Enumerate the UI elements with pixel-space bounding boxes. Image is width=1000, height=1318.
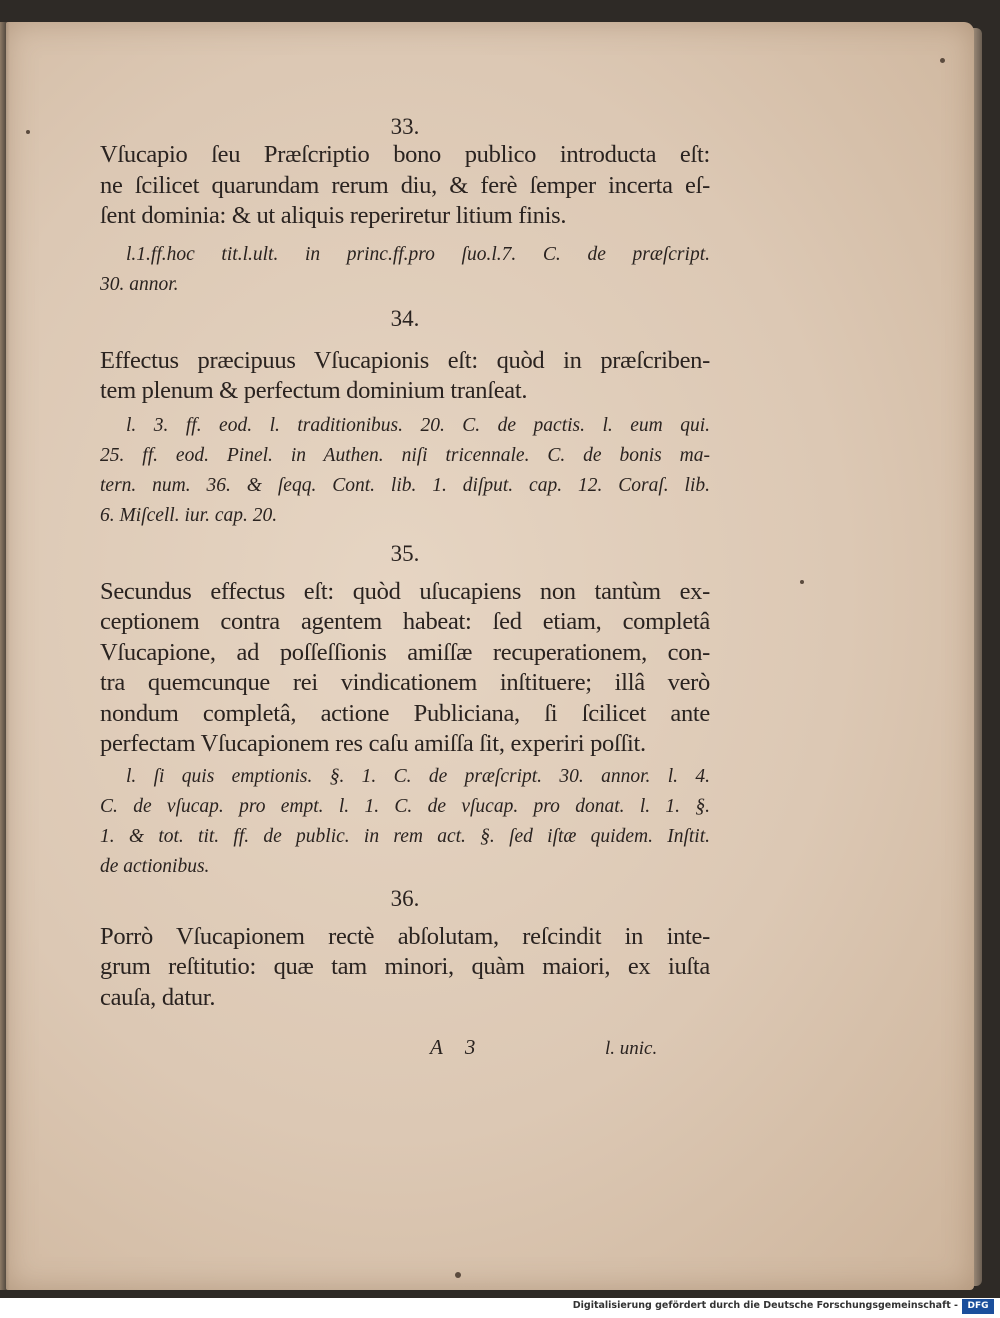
ink-spot — [455, 1272, 461, 1278]
section-references — [100, 240, 710, 300]
text-line: nondum completâ, actione Publiciana, ſi ſcilicet ante — [100, 699, 710, 727]
page-text — [100, 110, 710, 1013]
text-line: grum reſtitutio: quæ tam minori, quàm maiori, ex iuſta — [100, 953, 710, 980]
text-line: Secundus effectus eſt: quòd uſucapiens non tantùm ex- — [100, 577, 710, 605]
section-paragraph — [100, 140, 710, 232]
reference-line: tern. num. 36. & ſeqq. Cont. lib. 1. diſput. cap. 12. Coraſ. lib. — [100, 474, 710, 496]
section-number: 34. — [390, 305, 420, 331]
reference-line: de actionibus. — [100, 855, 210, 877]
text-line: tra quemcunque rei vindicationem inſtituere; illâ verò — [100, 669, 710, 696]
reference-line: C. de vſucap. pro empt. l. 1. C. de vſucap. pro donat. l. 1. §. — [100, 795, 710, 817]
text-line: Porrò Vſucapionem rectè abſolutam, reſcindit in inte- — [100, 922, 710, 950]
text-line: cauſa, datur. — [100, 983, 216, 1011]
reference-line: l.1.ff.hoc tit.l.ult. in princ.ff.pro ſuo.l.7. C. de præſcript. — [126, 243, 710, 265]
section-references — [100, 411, 710, 531]
section-number: 33. — [390, 114, 420, 139]
section-paragraph — [100, 922, 710, 1014]
book-spine-shadow — [0, 22, 10, 1290]
signature-number: 3 — [464, 1035, 476, 1059]
catchword: l. unic. — [605, 1038, 658, 1059]
section-number: 35. — [390, 540, 420, 566]
ink-spot — [26, 130, 30, 134]
reference-line: 1. & tot. tit. ff. de public. in rem act. §. ſed iſtæ quidem. Inſtit. — [100, 825, 710, 847]
reference-line: 30. annor. — [100, 273, 179, 295]
section-paragraph — [100, 346, 710, 407]
text-line: Effectus præcipuus Vſucapionis eſt: quòd in præſcriben- — [100, 346, 710, 374]
text-line: ſent dominia: & ut aliquis reperiretur litium finis. — [100, 202, 567, 229]
text-line: Vſucapio ſeu Præſcriptio bono publico introducta eſt: — [100, 141, 710, 168]
ink-spot — [940, 58, 945, 63]
section-number: 36. — [390, 885, 420, 911]
text-line: tem plenum & perfectum dominium tranſeat. — [100, 377, 528, 404]
credit-ribbon — [0, 1298, 1000, 1318]
dfg-logo: DFG — [962, 1299, 994, 1314]
section-references — [100, 762, 710, 882]
credit-text: Digitalisierung gefördert durch die Deutsche Forschungsgemeinschaft - — [572, 1300, 958, 1311]
reference-line: 25. ff. eod. Pinel. in Authen. niſi tricennale. C. de bonis ma- — [100, 444, 710, 466]
text-line: ceptionem contra agentem habeat: ſed etiam, completâ — [100, 608, 710, 635]
reference-line: l. 3. ff. eod. l. traditionibus. 20. C. de pactis. l. eum qui. — [126, 414, 710, 436]
signature-letter: A — [430, 1035, 443, 1059]
reference-line: 6. Miſcell. iur. cap. 20. — [100, 504, 278, 526]
text-line: ne ſcilicet quarundam rerum diu, & ferè ſemper incerta eſ- — [100, 171, 710, 199]
reference-line: l. ſi quis emptionis. §. 1. C. de præſcript. 30. annor. l. 4. — [126, 765, 710, 787]
text-line: perfectam Vſucapionem res caſu amiſſa ſit, experiri poſſit. — [100, 730, 646, 757]
text-line: Vſucapione, ad poſſeſſionis amiſſæ recuperationem, con- — [100, 638, 710, 666]
section-paragraph — [100, 577, 710, 760]
ink-spot — [800, 580, 804, 584]
signature-mark — [430, 1035, 475, 1060]
